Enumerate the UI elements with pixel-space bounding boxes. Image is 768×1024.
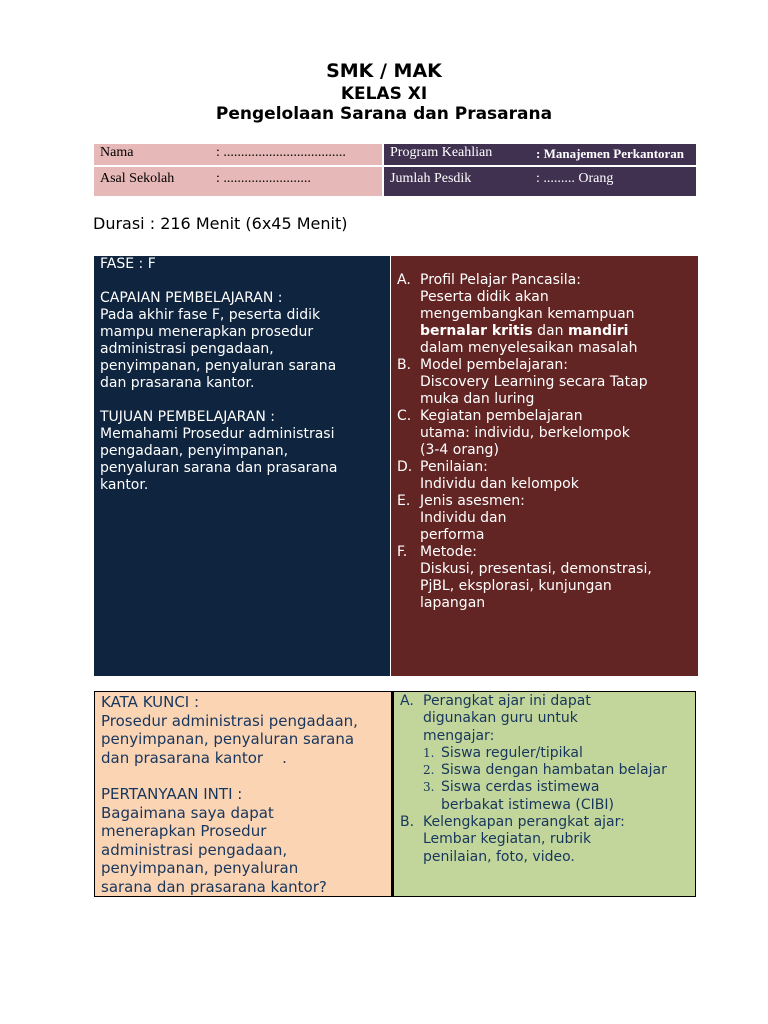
list-item — [397, 357, 698, 374]
list-title: Metode: — [420, 544, 477, 560]
nama-label: Nama — [100, 145, 134, 160]
list-marker: F. — [397, 544, 408, 560]
list-title: Profil Pelajar Pancasila: — [420, 272, 581, 288]
connector-text: dan — [532, 323, 568, 339]
list-line: dalam menyelesaikan masalah — [420, 340, 638, 356]
durasi-text: Durasi : 216 Menit (6x45 Menit) — [93, 214, 348, 233]
list-marker: C. — [397, 408, 412, 424]
list-marker: E. — [397, 493, 411, 509]
program-label: Program Keahlian — [390, 145, 493, 160]
cp-line: dan prasarana kantor. — [100, 375, 255, 391]
tp-line: kantor. — [100, 477, 149, 493]
list-item — [400, 814, 695, 831]
subject-title: Pengelolaan Sarana dan Prasarana — [215, 104, 553, 124]
program-value: : Manajemen Perkantoran — [536, 146, 685, 161]
list-line — [397, 323, 698, 340]
list-title: Model pembelajaran: — [420, 357, 568, 373]
tp-line: Memahami Prosedur administrasi — [100, 426, 335, 442]
numbered-text: Siswa reguler/tipikal — [441, 744, 583, 761]
list-item — [397, 544, 698, 561]
asal-label: Asal Sekolah — [100, 171, 175, 186]
list-item — [397, 459, 698, 476]
nama-value: : ................................... — [216, 145, 346, 160]
list-line: Diskusi, presentasi, demonstrasi, — [420, 561, 652, 577]
list-line: (3-4 orang) — [420, 442, 499, 458]
list-item — [397, 493, 698, 510]
list-line: digunakan guru untuk — [423, 710, 578, 727]
learning-goals-box — [94, 256, 390, 676]
tp-line: pengadaan, penyimpanan, — [100, 443, 289, 459]
numbered-item — [400, 745, 695, 762]
numbered-text-continued: berbakat istimewa (CIBI) — [441, 796, 614, 813]
numbered-item — [400, 779, 695, 796]
cp-line: mampu menerapkan prosedur — [100, 324, 314, 340]
number-marker: 3. — [423, 780, 435, 795]
pertanyaan-inti-heading: PERTANYAAN INTI : — [101, 785, 243, 803]
list-item — [397, 272, 698, 289]
asal-cell — [94, 167, 382, 196]
list-title: Jenis asesmen: — [420, 493, 525, 509]
number-marker: 2. — [423, 763, 435, 778]
numbered-text: Siswa dengan hambatan belajar — [441, 762, 667, 779]
learning-profile-box — [391, 256, 698, 676]
target-users-box — [392, 691, 696, 897]
tp-heading: TUJUAN PEMBELAJARAN : — [100, 409, 276, 425]
cp-heading: CAPAIAN PEMBELAJARAN : — [100, 290, 283, 306]
list-line: mengajar: — [423, 727, 495, 744]
keywords-box — [94, 691, 392, 897]
program-cell — [384, 144, 696, 165]
list-line: lapangan — [420, 595, 486, 611]
bold-term: bernalar kritis — [420, 323, 533, 339]
pertanyaan-inti-line: sarana dan prasarana kantor? — [101, 877, 327, 896]
cp-line: penyimpanan, penyaluran sarana — [100, 358, 337, 374]
list-line: Discovery Learning secara Tatap — [420, 374, 648, 390]
list-line: Lembar kegiatan, rubrik — [423, 831, 592, 848]
tp-line: penyaluran sarana dan prasarana — [100, 460, 338, 476]
list-title: Perangkat ajar ini dapat — [423, 693, 591, 709]
list-line: Individu dan — [420, 510, 507, 526]
list-title: Kegiatan pembelajaran — [420, 408, 583, 424]
list-title: Penilaian: — [420, 459, 488, 475]
list-item — [400, 693, 695, 710]
jumlah-value: : ......... Orang — [536, 171, 614, 186]
numbered-item — [400, 762, 695, 779]
list-marker: A. — [400, 693, 414, 709]
pertanyaan-inti-line: penyimpanan, penyaluran — [101, 859, 299, 877]
grade-title: KELAS XI — [340, 84, 428, 104]
pertanyaan-inti-line: Bagaimana saya dapat — [101, 803, 274, 822]
list-title: Kelengkapan perangkat ajar: — [423, 814, 625, 831]
list-line: PjBL, eksplorasi, kunjungan — [420, 578, 612, 594]
kata-kunci-heading: KATA KUNCI : — [101, 693, 200, 711]
nama-cell — [94, 144, 382, 165]
list-marker: B. — [397, 357, 412, 373]
kata-kunci-line: dan prasarana kantor . — [101, 748, 287, 767]
list-line: mengembangkan kemampuan — [420, 306, 635, 322]
list-line: performa — [420, 527, 485, 543]
bold-term: mandiri — [567, 323, 629, 339]
cp-line: Pada akhir fase F, peserta didik — [100, 307, 321, 323]
fase-text: FASE : F — [100, 256, 156, 272]
list-line: penilaian, foto, video. — [423, 848, 575, 865]
school-level-title: SMK / MAK — [326, 60, 442, 82]
pertanyaan-inti-line: menerapkan Prosedur — [101, 822, 267, 840]
jumlah-cell — [384, 167, 696, 196]
kata-kunci-line: Prosedur administrasi pengadaan, — [101, 711, 358, 730]
cp-line: administrasi pengadaan, — [100, 341, 274, 357]
jumlah-label: Jumlah Pesdik — [390, 171, 472, 186]
numbered-text: Siswa cerdas istimewa — [441, 779, 600, 796]
kata-kunci-line: penyimpanan, penyaluran sarana — [101, 730, 355, 748]
list-marker: A. — [397, 272, 411, 288]
pertanyaan-inti-line: administrasi pengadaan, — [101, 840, 288, 859]
list-line: muka dan luring — [420, 391, 535, 407]
list-item — [397, 408, 698, 425]
list-line: utama: individu, berkelompok — [420, 425, 630, 441]
number-marker: 1. — [423, 745, 435, 760]
list-line: Individu dan kelompok — [420, 476, 579, 492]
list-marker: B. — [400, 814, 415, 831]
list-line: Peserta didik akan — [420, 289, 549, 305]
asal-value: : ......................... — [216, 171, 311, 186]
list-marker: D. — [397, 459, 413, 475]
